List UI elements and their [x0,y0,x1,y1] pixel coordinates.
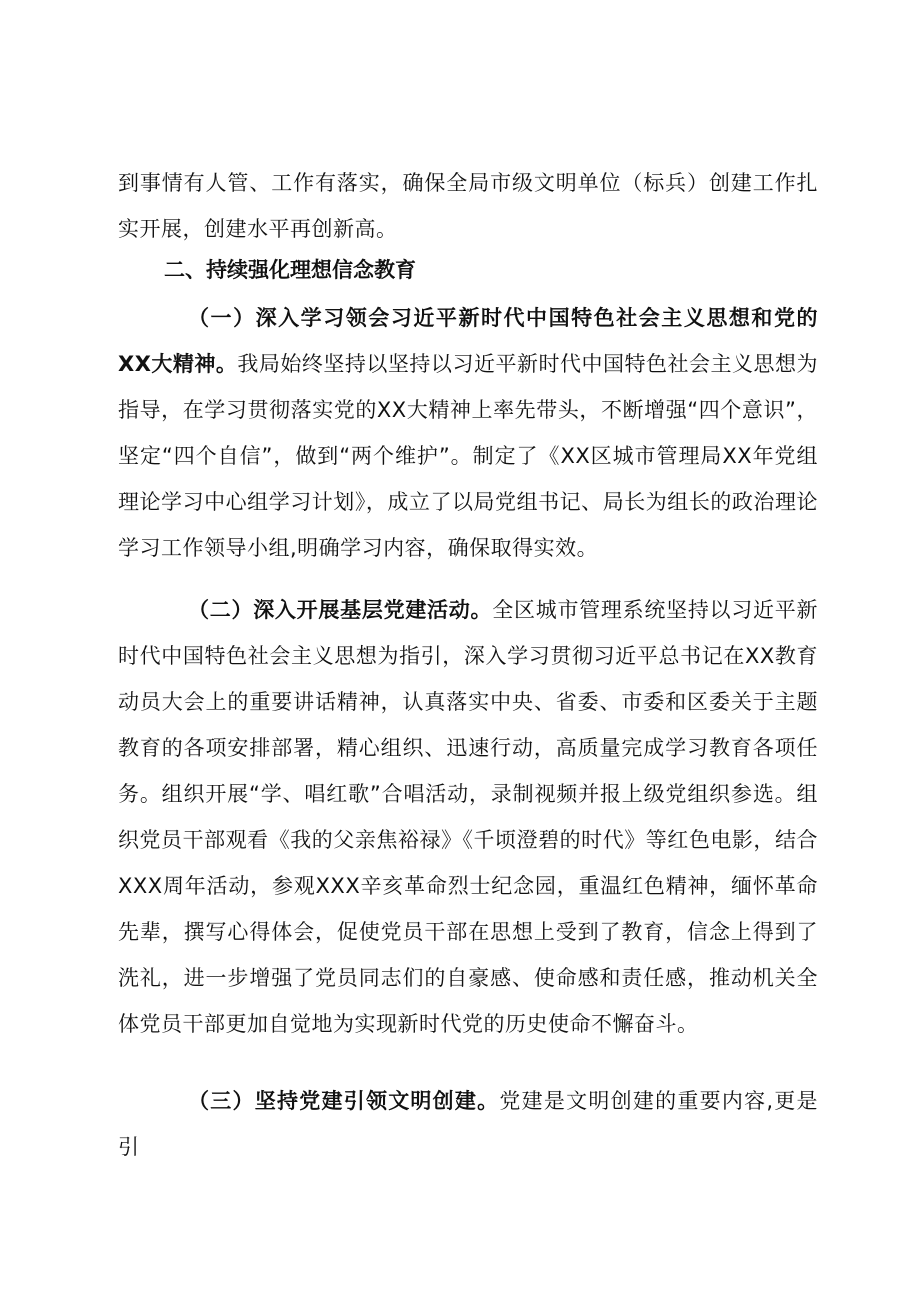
paragraph-1-lead: （一）深入学习领会习近平新时代中国特色社会主义思想和党的XX大精神。 [118,306,818,376]
paragraph-2 [118,587,818,1047]
paragraph-3-lead: （三）坚持党建引领文明创建。 [188,1089,500,1113]
continuation-paragraph: 到事情有人管、工作有落实，确保全局市级文明单位（标兵）创建工作扎实开展，创建水平再创新高。 [118,171,818,241]
paragraph-2-lead: （二）深入开展基层党建活动。 [188,598,493,622]
paragraph-3 [118,1078,818,1170]
paragraph-2-body: 全区城市管理系统坚持以习近平新时代中国特色社会主义思想为指引，深入学习贯彻习近平总书记在XX教育动员大会上的重要讲话精神，认真落实中央、省委、市委和区委关于主题教育的各项安排部署，精心组织、迅速行动，高质量完成学习教育各项任务。组织开展“学、唱红歌”合唱活动，录制视频并报上级党组织参选。组织党员干部观看《我的父亲焦裕禄》《千顷澄碧的时代》等红色电影，结合XXX周年活动，参观XXX辛亥革命烈士纪念园，重温红色精神，缅怀革命先辈，撰写心得体会，促使党员干部在思想上受到了教育，信念上得到了洗礼，进一步增强了党员同志们的自豪感、使命感和责任感，推动机关全体党员干部更加自觉地为实现新时代党的历史使命不懈奋斗。 [118,598,818,1036]
paragraph-1 [118,295,818,571]
section-heading: 二、持续强化理想信念教育 [164,258,416,282]
paragraph-3-body: 党建是文明创建的重要内容,更是引 [118,1089,818,1159]
paragraph-1-body: 我局始终坚持以坚持以习近平新时代中国特色社会主义思想为指导，在学习贯彻落实党的XX大精神上率先带头，不断增强“四个意识”，坚定“四个自信”，做到“两个维护”。制定了《XX区城市管理局XX年党组理论学习中心组学习计划》，成立了以局党组书记、局长为组长的政治理论学习工作领导小组,明确学习内容，确保取得实效。 [118,352,818,560]
